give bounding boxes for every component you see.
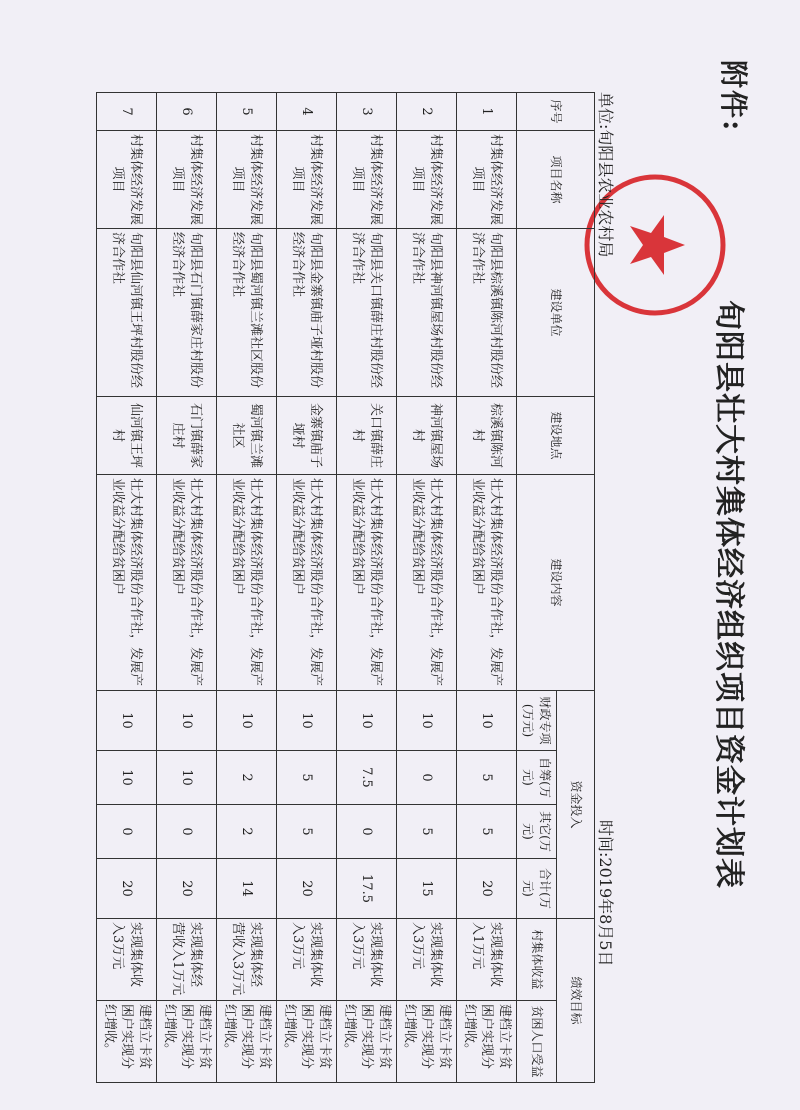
row-village: 实现集体收入3万元 xyxy=(277,919,337,1001)
row-builder: 旬阳县石门镇薛家庄村股份经济合作社 xyxy=(157,229,217,397)
unit-label: 单位: xyxy=(596,92,615,130)
row-village: 实现集体经营收入3万元 xyxy=(217,919,277,1001)
row-no: 3 xyxy=(337,93,397,131)
row-no: 1 xyxy=(457,93,517,131)
col-header-perf: 绩效目标 xyxy=(557,919,595,1083)
row-site: 石门镇薛家庄村 xyxy=(157,397,217,475)
row-builder: 旬阳县蜀河镇兰滩社区股份经济合作社 xyxy=(217,229,277,397)
row-no: 5 xyxy=(217,93,277,131)
row-name: 村集体经济发展项目 xyxy=(457,131,517,229)
col-header-content: 建设内容 xyxy=(517,475,595,691)
row-self: 10 xyxy=(157,751,217,805)
row-village: 实现集体经营收入1万元 xyxy=(157,919,217,1001)
row-village: 实现集体收入3万元 xyxy=(337,919,397,1001)
row-content: 壮大村集体经济股份合作社，发展产业收益分配给贫困户 xyxy=(277,475,337,691)
row-other: 5 xyxy=(457,805,517,859)
row-fiscal: 10 xyxy=(97,691,157,751)
table-row xyxy=(157,93,217,1083)
row-name: 村集体经济发展项目 xyxy=(337,131,397,229)
unit-line xyxy=(595,92,618,257)
col-header-funds: 资金投入 xyxy=(557,691,595,919)
row-name: 村集体经济发展项目 xyxy=(217,131,277,229)
row-total: 20 xyxy=(157,859,217,919)
row-total: 14 xyxy=(217,859,277,919)
row-total: 20 xyxy=(97,859,157,919)
col-header-perf-poor: 贫困人口受益 xyxy=(517,1001,557,1083)
row-self: 5 xyxy=(277,751,337,805)
col-header-fiscal: 财政专项(万元) xyxy=(517,691,557,751)
row-builder: 旬阳县棕溪镇陈河村股份经济合作社 xyxy=(457,229,517,397)
row-fiscal: 10 xyxy=(277,691,337,751)
col-header-self: 自筹(万元) xyxy=(517,751,557,805)
row-name: 村集体经济发展项目 xyxy=(277,131,337,229)
table-body xyxy=(97,93,517,1083)
row-site: 棕溪镇陈河村 xyxy=(457,397,517,475)
row-poor: 建档立卡贫困户实现分红增收。 xyxy=(457,1001,517,1083)
table-row xyxy=(457,93,517,1083)
col-header-no: 序号 xyxy=(517,93,595,131)
row-fiscal: 10 xyxy=(397,691,457,751)
row-total: 20 xyxy=(277,859,337,919)
row-content: 壮大村集体经济股份合作社，发展产业收益分配给贫困户 xyxy=(217,475,277,691)
row-self: 7.5 xyxy=(337,751,397,805)
unit-value: 旬阳县农业农村局 xyxy=(596,129,615,258)
row-name: 村集体经济发展项目 xyxy=(157,131,217,229)
row-village: 实现集体收入1万元 xyxy=(457,919,517,1001)
date-label: 时间: xyxy=(596,820,615,858)
row-content: 壮大村集体经济股份合作社，发展产业收益分配给贫困户 xyxy=(397,475,457,691)
row-other: 0 xyxy=(97,805,157,859)
row-other: 5 xyxy=(397,805,457,859)
row-poor: 建档立卡贫困户实现分红增收。 xyxy=(217,1001,277,1083)
row-poor: 建档立卡贫困户实现分红增收。 xyxy=(157,1001,217,1083)
row-content: 壮大村集体经济股份合作社，发展产业收益分配给贫困户 xyxy=(97,475,157,691)
table-row xyxy=(397,93,457,1083)
row-no: 4 xyxy=(277,93,337,131)
row-self: 2 xyxy=(217,751,277,805)
row-village: 实现集体收入3万元 xyxy=(397,919,457,1001)
row-builder: 旬阳县仙河镇王坪村股份经济合作社 xyxy=(97,229,157,397)
row-poor: 建档立卡贫困户实现分红增收。 xyxy=(97,1001,157,1083)
col-header-name: 项目名称 xyxy=(517,131,595,229)
row-total: 15 xyxy=(397,859,457,919)
col-header-other: 其它(万元) xyxy=(517,805,557,859)
row-fiscal: 10 xyxy=(217,691,277,751)
table-row xyxy=(337,93,397,1083)
row-name: 村集体经济发展项目 xyxy=(397,131,457,229)
page-title: 旬阳县壮大村集体经济组织项目资金计划表 xyxy=(711,300,746,889)
row-content: 壮大村集体经济股份合作社，发展产业收益分配给贫困户 xyxy=(337,475,397,691)
row-self: 10 xyxy=(97,751,157,805)
row-other: 5 xyxy=(277,805,337,859)
table-row xyxy=(277,93,337,1083)
row-builder: 旬阳县神河镇屋场村股份经济合作社 xyxy=(397,229,457,397)
attachment-label: 附件: xyxy=(717,60,750,133)
row-builder: 旬阳县关口镇薛庄村股份经济合作社 xyxy=(337,229,397,397)
col-header-total: 合计(万元) xyxy=(517,859,557,919)
row-self: 0 xyxy=(397,751,457,805)
row-fiscal: 10 xyxy=(157,691,217,751)
row-site: 神河镇屋场村 xyxy=(397,397,457,475)
row-poor: 建档立卡贫困户实现分红增收。 xyxy=(397,1001,457,1083)
date-line xyxy=(595,820,618,967)
row-site: 仙河镇王坪村 xyxy=(97,397,157,475)
row-site: 蜀河镇兰滩社区 xyxy=(217,397,277,475)
row-total: 20 xyxy=(457,859,517,919)
row-builder: 旬阳县金寨镇庙子垭村股份经济合作社 xyxy=(277,229,337,397)
row-name: 村集体经济发展项目 xyxy=(97,131,157,229)
row-total: 17.5 xyxy=(337,859,397,919)
table-row xyxy=(217,93,277,1083)
row-other: 0 xyxy=(337,805,397,859)
date-value: 2019年8月5日 xyxy=(596,857,615,967)
col-header-perf-village: 村集体收益 xyxy=(517,919,557,1001)
row-content: 壮大村集体经济股份合作社，发展产业收益分配给贫困户 xyxy=(457,475,517,691)
row-no: 7 xyxy=(97,93,157,131)
row-content: 壮大村集体经济股份合作社，发展产业收益分配给贫困户 xyxy=(157,475,217,691)
row-other: 2 xyxy=(217,805,277,859)
row-village: 实现集体收入3万元 xyxy=(97,919,157,1001)
table-row xyxy=(97,93,157,1083)
row-poor: 建档立卡贫困户实现分红增收。 xyxy=(337,1001,397,1083)
row-site: 金寨镇庙子垭村 xyxy=(277,397,337,475)
fund-plan-table xyxy=(96,92,595,1083)
row-poor: 建档立卡贫困户实现分红增收。 xyxy=(277,1001,337,1083)
row-site: 关口镇薛庄村 xyxy=(337,397,397,475)
col-header-builder: 建设单位 xyxy=(517,229,595,397)
row-fiscal: 10 xyxy=(457,691,517,751)
row-no: 2 xyxy=(397,93,457,131)
row-no: 6 xyxy=(157,93,217,131)
row-other: 0 xyxy=(157,805,217,859)
row-self: 5 xyxy=(457,751,517,805)
row-fiscal: 10 xyxy=(337,691,397,751)
col-header-site: 建设地点 xyxy=(517,397,595,475)
